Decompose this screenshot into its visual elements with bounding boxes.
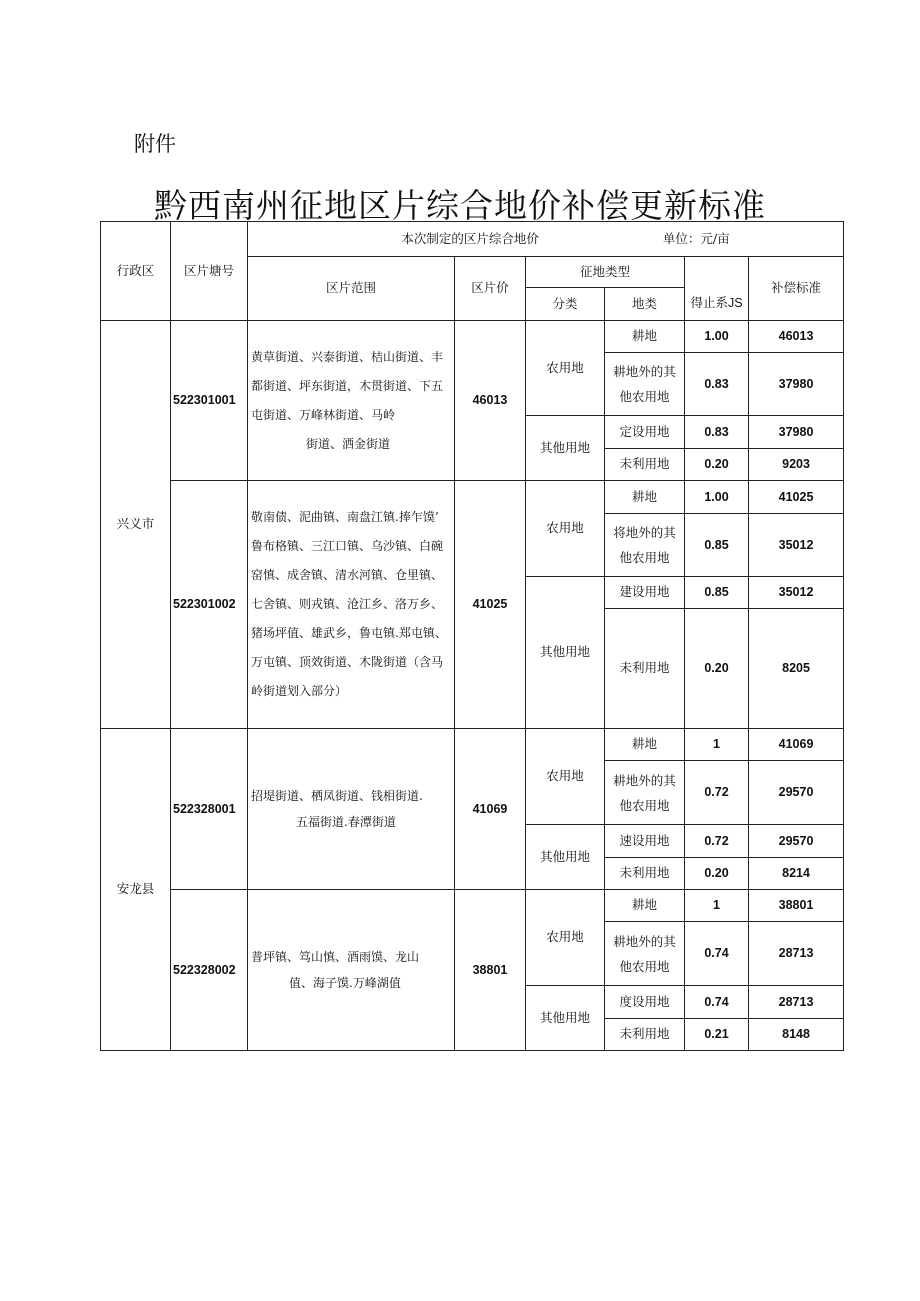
coefficient-cell: 0.83 xyxy=(685,416,749,449)
category-cell: 其他用地 xyxy=(526,825,605,890)
district-cell: 安龙县 xyxy=(101,729,171,1051)
zone-price: 38801 xyxy=(455,890,526,1051)
zone-code: 522301001 xyxy=(171,321,248,481)
range-line: 街道、洒金街道 xyxy=(306,436,391,451)
range-line: 猪场坪值、雄武乡，鲁屯镇.郑屯镇、 xyxy=(251,626,447,640)
header-group xyxy=(248,222,844,257)
header-coef-blank xyxy=(685,257,749,288)
district-cell: 兴义市 xyxy=(101,321,171,729)
compensation-cell: 46013 xyxy=(749,321,844,353)
zone-price: 41025 xyxy=(455,481,526,729)
coefficient-cell: 0.74 xyxy=(685,986,749,1019)
range-line: 都街道、坪东街道，木贯街道、下五 xyxy=(251,378,444,393)
coefficient-cell: 1.00 xyxy=(685,321,749,353)
coefficient-cell: 0.72 xyxy=(685,761,749,825)
compensation-cell: 37980 xyxy=(749,353,844,416)
category-cell: 其他用地 xyxy=(526,416,605,481)
coefficient-cell: 1 xyxy=(685,890,749,922)
range-line: 值、海子馍.万峰湖值 xyxy=(289,976,401,990)
coefficient-cell: 1.00 xyxy=(685,481,749,514)
compensation-cell: 29570 xyxy=(749,761,844,825)
land-class-cell: 耕地外的其 他农用地 xyxy=(605,353,685,416)
category-cell: 农用地 xyxy=(526,321,605,416)
land-class-cell: 未利用地 xyxy=(605,449,685,481)
page-title: 黔西南州征地区片综合地价补偿更新标准 xyxy=(154,186,766,225)
land-class-cell: 将地外的其 他农用地 xyxy=(605,514,685,577)
compensation-cell: 28713 xyxy=(749,986,844,1019)
zone-range xyxy=(248,321,455,481)
compensation-cell: 8205 xyxy=(749,609,844,729)
land-class-cell: 未利用地 xyxy=(605,609,685,729)
range-line: 黄草街道、兴泰街道、桔山街道、丰 xyxy=(251,349,444,364)
range-line: 屯街道、万峰林街道、马岭 xyxy=(251,407,396,422)
coefficient-cell: 0.20 xyxy=(685,449,749,481)
range-line: 招堤街道、栖凤街道、钱相街道. xyxy=(251,789,423,803)
compensation-cell: 29570 xyxy=(749,825,844,858)
compensation-cell: 28713 xyxy=(749,922,844,986)
land-class-cell: 耕地外的其 他农用地 xyxy=(605,761,685,825)
compensation-cell: 8214 xyxy=(749,858,844,890)
range-line: 普坪镇、笃山慎、酒雨馍、龙山 xyxy=(251,950,420,964)
header-district: 行政区 xyxy=(101,222,171,321)
compensation-table xyxy=(100,221,844,1051)
compensation-cell: 38801 xyxy=(749,890,844,922)
compensation-cell: 35012 xyxy=(749,577,844,609)
zone-price: 46013 xyxy=(455,321,526,481)
land-class-cell: 耕地 xyxy=(605,321,685,353)
compensation-cell: 41069 xyxy=(749,729,844,761)
coefficient-cell: 1 xyxy=(685,729,749,761)
land-class-cell: 耕地外的其 他农用地 xyxy=(605,922,685,986)
coefficient-cell: 0.83 xyxy=(685,353,749,416)
land-class-cell: 未利用地 xyxy=(605,858,685,890)
header-zone-code: 区片塘号 xyxy=(171,222,248,321)
zone-range xyxy=(248,729,455,890)
compensation-cell: 8148 xyxy=(749,1019,844,1051)
range-line: 鲁布格镇、三江口镇、乌沙镇、白碗 xyxy=(251,539,444,553)
coefficient-cell: 0.85 xyxy=(685,514,749,577)
land-class-cell: 定设用地 xyxy=(605,416,685,449)
compensation-cell: 9203 xyxy=(749,449,844,481)
coefficient-cell: 0.72 xyxy=(685,825,749,858)
compensation-cell: 35012 xyxy=(749,514,844,577)
header-category: 分类 xyxy=(526,288,605,321)
coefficient-cell: 0.85 xyxy=(685,577,749,609)
zone-code: 522301002 xyxy=(171,481,248,729)
header-zone-range: 区片范围 xyxy=(248,257,455,321)
category-cell: 其他用地 xyxy=(526,986,605,1051)
category-cell: 农用地 xyxy=(526,890,605,986)
land-class-cell: 速设用地 xyxy=(605,825,685,858)
land-class-cell: 度设用地 xyxy=(605,986,685,1019)
compensation-cell: 37980 xyxy=(749,416,844,449)
zone-range xyxy=(248,890,455,1051)
header-zone-price: 区片价 xyxy=(455,257,526,321)
coefficient-cell: 0.21 xyxy=(685,1019,749,1051)
zone-range xyxy=(248,481,455,729)
header-unit: 单位：元/亩 xyxy=(662,230,730,246)
range-line: 窑慎、成舍镇、清水河镇、仓里镇、 xyxy=(251,568,444,582)
header-land-class: 地类 xyxy=(605,288,685,321)
range-line: 岭街道划入部分） xyxy=(251,684,348,698)
category-cell: 其他用地 xyxy=(526,577,605,729)
land-class-cell: 耕地 xyxy=(605,890,685,922)
range-line: 七舍镇、则戎镇、沧江乡、洛万乡、 xyxy=(251,597,444,611)
land-class-cell: 未利用地 xyxy=(605,1019,685,1051)
coefficient-cell: 0.20 xyxy=(685,609,749,729)
zone-code: 522328002 xyxy=(171,890,248,1051)
header-group-title: 本次制定的区片综合地价 xyxy=(401,230,539,246)
attachment-label: 附件 xyxy=(134,132,176,156)
header-coefficient: 得止系JS xyxy=(685,288,749,321)
coefficient-cell: 0.20 xyxy=(685,858,749,890)
zone-code: 522328001 xyxy=(171,729,248,890)
header-compensation: 补偿标准 xyxy=(749,257,844,321)
category-cell: 农用地 xyxy=(526,729,605,825)
range-line: 万屯镇、顶效街道、木陇街道（含马 xyxy=(251,655,444,669)
range-line: 五福街道.春潭街道 xyxy=(296,815,396,829)
compensation-cell: 41025 xyxy=(749,481,844,514)
zone-price: 41069 xyxy=(455,729,526,890)
land-class-cell: 建设用地 xyxy=(605,577,685,609)
land-class-cell: 耕地 xyxy=(605,729,685,761)
coefficient-cell: 0.74 xyxy=(685,922,749,986)
land-class-cell: 耕地 xyxy=(605,481,685,514)
header-land-type: 征地类型 xyxy=(526,257,685,288)
category-cell: 农用地 xyxy=(526,481,605,577)
range-line: 敬南债、泥曲镇、南盘江镇.捧乍馍’ xyxy=(251,510,439,524)
